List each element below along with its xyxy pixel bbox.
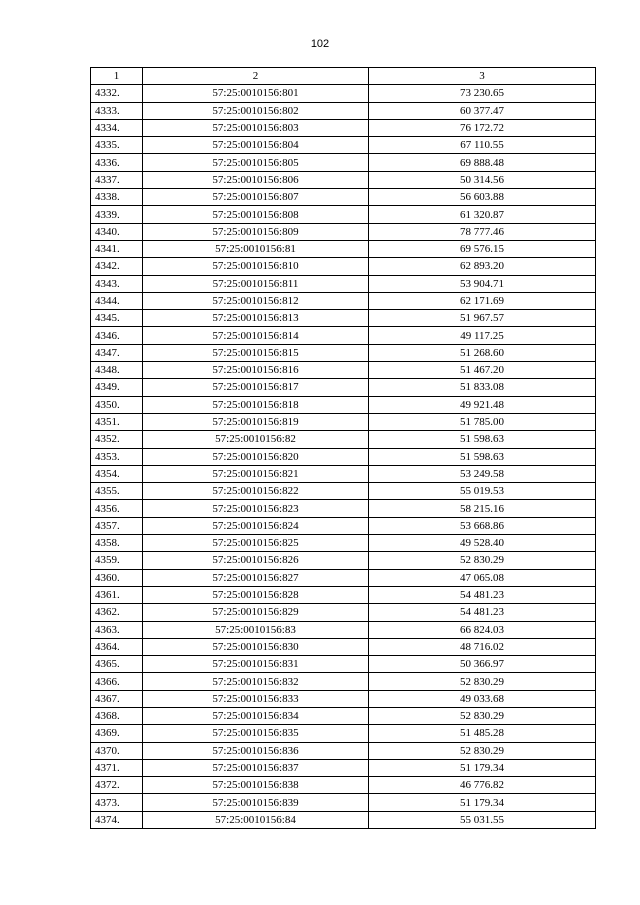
table-row — [91, 85, 596, 102]
row-number-cell: 4344. — [91, 292, 143, 309]
table-row — [91, 777, 596, 794]
column-header-1: 1 — [91, 68, 143, 85]
value-cell: 47 065.08 — [369, 569, 596, 586]
cadastral-number-cell: 57:25:0010156:81 — [143, 240, 369, 257]
cadastral-number-cell: 57:25:0010156:836 — [143, 742, 369, 759]
value-cell: 48 716.02 — [369, 638, 596, 655]
table-row — [91, 223, 596, 240]
value-cell: 69 888.48 — [369, 154, 596, 171]
cadastral-number-cell: 57:25:0010156:827 — [143, 569, 369, 586]
table-row — [91, 154, 596, 171]
table-row — [91, 275, 596, 292]
table-row — [91, 362, 596, 379]
table-row — [91, 465, 596, 482]
cadastral-number-cell: 57:25:0010156:84 — [143, 811, 369, 828]
row-number-cell: 4354. — [91, 465, 143, 482]
table-row — [91, 725, 596, 742]
cadastral-number-cell: 57:25:0010156:823 — [143, 500, 369, 517]
value-cell: 49 033.68 — [369, 690, 596, 707]
row-number-cell: 4352. — [91, 431, 143, 448]
row-number-cell: 4342. — [91, 258, 143, 275]
cadastral-number-cell: 57:25:0010156:838 — [143, 777, 369, 794]
table-row — [91, 586, 596, 603]
table-row — [91, 292, 596, 309]
cadastral-number-cell: 57:25:0010156:815 — [143, 344, 369, 361]
cadastral-number-cell: 57:25:0010156:816 — [143, 362, 369, 379]
row-number-cell: 4361. — [91, 586, 143, 603]
registry-table — [90, 67, 596, 829]
cadastral-number-cell: 57:25:0010156:805 — [143, 154, 369, 171]
cadastral-number-cell: 57:25:0010156:83 — [143, 621, 369, 638]
value-cell: 78 777.46 — [369, 223, 596, 240]
row-number-cell: 4366. — [91, 673, 143, 690]
table-row — [91, 396, 596, 413]
value-cell: 58 215.16 — [369, 500, 596, 517]
cadastral-number-cell: 57:25:0010156:82 — [143, 431, 369, 448]
cadastral-number-cell: 57:25:0010156:837 — [143, 759, 369, 776]
value-cell: 49 117.25 — [369, 327, 596, 344]
row-number-cell: 4355. — [91, 483, 143, 500]
row-number-cell: 4362. — [91, 604, 143, 621]
cadastral-number-cell: 57:25:0010156:820 — [143, 448, 369, 465]
cadastral-number-cell: 57:25:0010156:809 — [143, 223, 369, 240]
row-number-cell: 4351. — [91, 413, 143, 430]
value-cell: 61 320.87 — [369, 206, 596, 223]
value-cell: 51 179.34 — [369, 794, 596, 811]
row-number-cell: 4346. — [91, 327, 143, 344]
cadastral-number-cell: 57:25:0010156:802 — [143, 102, 369, 119]
row-number-cell: 4347. — [91, 344, 143, 361]
row-number-cell: 4372. — [91, 777, 143, 794]
value-cell: 67 110.55 — [369, 137, 596, 154]
table-row — [91, 344, 596, 361]
value-cell: 49 921.48 — [369, 396, 596, 413]
row-number-cell: 4340. — [91, 223, 143, 240]
value-cell: 49 528.40 — [369, 535, 596, 552]
cadastral-number-cell: 57:25:0010156:819 — [143, 413, 369, 430]
table-body — [91, 85, 596, 829]
cadastral-number-cell: 57:25:0010156:821 — [143, 465, 369, 482]
page-number: 102 — [310, 38, 330, 50]
value-cell: 62 893.20 — [369, 258, 596, 275]
row-number-cell: 4369. — [91, 725, 143, 742]
cadastral-number-cell: 57:25:0010156:835 — [143, 725, 369, 742]
row-number-cell: 4358. — [91, 535, 143, 552]
value-cell: 62 171.69 — [369, 292, 596, 309]
row-number-cell: 4345. — [91, 310, 143, 327]
row-number-cell: 4365. — [91, 656, 143, 673]
cadastral-number-cell: 57:25:0010156:824 — [143, 517, 369, 534]
value-cell: 51 485.28 — [369, 725, 596, 742]
cadastral-number-cell: 57:25:0010156:806 — [143, 171, 369, 188]
cadastral-number-cell: 57:25:0010156:801 — [143, 85, 369, 102]
value-cell: 55 019.53 — [369, 483, 596, 500]
value-cell: 51 598.63 — [369, 431, 596, 448]
row-number-cell: 4364. — [91, 638, 143, 655]
cadastral-number-cell: 57:25:0010156:829 — [143, 604, 369, 621]
table-row — [91, 483, 596, 500]
table-row — [91, 707, 596, 724]
cadastral-number-cell: 57:25:0010156:812 — [143, 292, 369, 309]
table-row — [91, 137, 596, 154]
row-number-cell: 4336. — [91, 154, 143, 171]
row-number-cell: 4367. — [91, 690, 143, 707]
row-number-cell: 4339. — [91, 206, 143, 223]
cadastral-number-cell: 57:25:0010156:810 — [143, 258, 369, 275]
value-cell: 66 824.03 — [369, 621, 596, 638]
row-number-cell: 4348. — [91, 362, 143, 379]
value-cell: 56 603.88 — [369, 189, 596, 206]
cadastral-number-cell: 57:25:0010156:818 — [143, 396, 369, 413]
table-row — [91, 171, 596, 188]
cadastral-number-cell: 57:25:0010156:825 — [143, 535, 369, 552]
row-number-cell: 4374. — [91, 811, 143, 828]
cadastral-number-cell: 57:25:0010156:808 — [143, 206, 369, 223]
table-row — [91, 794, 596, 811]
table-row — [91, 552, 596, 569]
cadastral-number-cell: 57:25:0010156:832 — [143, 673, 369, 690]
row-number-cell: 4333. — [91, 102, 143, 119]
table-row — [91, 119, 596, 136]
row-number-cell: 4368. — [91, 707, 143, 724]
value-cell: 51 833.08 — [369, 379, 596, 396]
table-row — [91, 500, 596, 517]
row-number-cell: 4337. — [91, 171, 143, 188]
value-cell: 50 314.56 — [369, 171, 596, 188]
cadastral-number-cell: 57:25:0010156:833 — [143, 690, 369, 707]
table-row — [91, 621, 596, 638]
cadastral-number-cell: 57:25:0010156:839 — [143, 794, 369, 811]
value-cell: 46 776.82 — [369, 777, 596, 794]
value-cell: 52 830.29 — [369, 742, 596, 759]
cadastral-number-cell: 57:25:0010156:804 — [143, 137, 369, 154]
table-row — [91, 448, 596, 465]
cadastral-number-cell: 57:25:0010156:822 — [143, 483, 369, 500]
cadastral-number-cell: 57:25:0010156:817 — [143, 379, 369, 396]
table-row — [91, 535, 596, 552]
value-cell: 53 904.71 — [369, 275, 596, 292]
value-cell: 51 967.57 — [369, 310, 596, 327]
row-number-cell: 4334. — [91, 119, 143, 136]
table-row — [91, 240, 596, 257]
value-cell: 55 031.55 — [369, 811, 596, 828]
table-row — [91, 811, 596, 828]
cadastral-number-cell: 57:25:0010156:834 — [143, 707, 369, 724]
table-row — [91, 431, 596, 448]
cadastral-number-cell: 57:25:0010156:828 — [143, 586, 369, 603]
row-number-cell: 4373. — [91, 794, 143, 811]
table-row — [91, 656, 596, 673]
cadastral-number-cell: 57:25:0010156:811 — [143, 275, 369, 292]
table-row — [91, 759, 596, 776]
value-cell: 53 668.86 — [369, 517, 596, 534]
row-number-cell: 4350. — [91, 396, 143, 413]
row-number-cell: 4363. — [91, 621, 143, 638]
table-row — [91, 673, 596, 690]
row-number-cell: 4341. — [91, 240, 143, 257]
cadastral-number-cell: 57:25:0010156:813 — [143, 310, 369, 327]
table-row — [91, 517, 596, 534]
table-row — [91, 638, 596, 655]
row-number-cell: 4353. — [91, 448, 143, 465]
table-row — [91, 102, 596, 119]
cadastral-number-cell: 57:25:0010156:830 — [143, 638, 369, 655]
value-cell: 52 830.29 — [369, 552, 596, 569]
table-row — [91, 258, 596, 275]
table-header — [91, 68, 596, 85]
value-cell: 51 467.20 — [369, 362, 596, 379]
table-row — [91, 742, 596, 759]
value-cell: 60 377.47 — [369, 102, 596, 119]
value-cell: 52 830.29 — [369, 673, 596, 690]
table-row — [91, 569, 596, 586]
value-cell: 51 179.34 — [369, 759, 596, 776]
column-header-2: 2 — [143, 68, 369, 85]
cadastral-number-cell: 57:25:0010156:814 — [143, 327, 369, 344]
row-number-cell: 4343. — [91, 275, 143, 292]
table-row — [91, 413, 596, 430]
row-number-cell: 4356. — [91, 500, 143, 517]
value-cell: 50 366.97 — [369, 656, 596, 673]
row-number-cell: 4349. — [91, 379, 143, 396]
table-row — [91, 310, 596, 327]
row-number-cell: 4370. — [91, 742, 143, 759]
cadastral-number-cell: 57:25:0010156:803 — [143, 119, 369, 136]
row-number-cell: 4335. — [91, 137, 143, 154]
value-cell: 53 249.58 — [369, 465, 596, 482]
value-cell: 54 481.23 — [369, 586, 596, 603]
value-cell: 51 785.00 — [369, 413, 596, 430]
row-number-cell: 4357. — [91, 517, 143, 534]
table-row — [91, 690, 596, 707]
cadastral-number-cell: 57:25:0010156:826 — [143, 552, 369, 569]
value-cell: 51 598.63 — [369, 448, 596, 465]
value-cell: 51 268.60 — [369, 344, 596, 361]
header-row — [91, 68, 596, 85]
column-header-3: 3 — [369, 68, 596, 85]
row-number-cell: 4338. — [91, 189, 143, 206]
table-row — [91, 206, 596, 223]
value-cell: 54 481.23 — [369, 604, 596, 621]
value-cell: 76 172.72 — [369, 119, 596, 136]
table-row — [91, 604, 596, 621]
table-row — [91, 327, 596, 344]
row-number-cell: 4332. — [91, 85, 143, 102]
row-number-cell: 4359. — [91, 552, 143, 569]
row-number-cell: 4371. — [91, 759, 143, 776]
row-number-cell: 4360. — [91, 569, 143, 586]
value-cell: 52 830.29 — [369, 707, 596, 724]
value-cell: 69 576.15 — [369, 240, 596, 257]
cadastral-number-cell: 57:25:0010156:831 — [143, 656, 369, 673]
cadastral-number-cell: 57:25:0010156:807 — [143, 189, 369, 206]
value-cell: 73 230.65 — [369, 85, 596, 102]
table-row — [91, 189, 596, 206]
table-row — [91, 379, 596, 396]
